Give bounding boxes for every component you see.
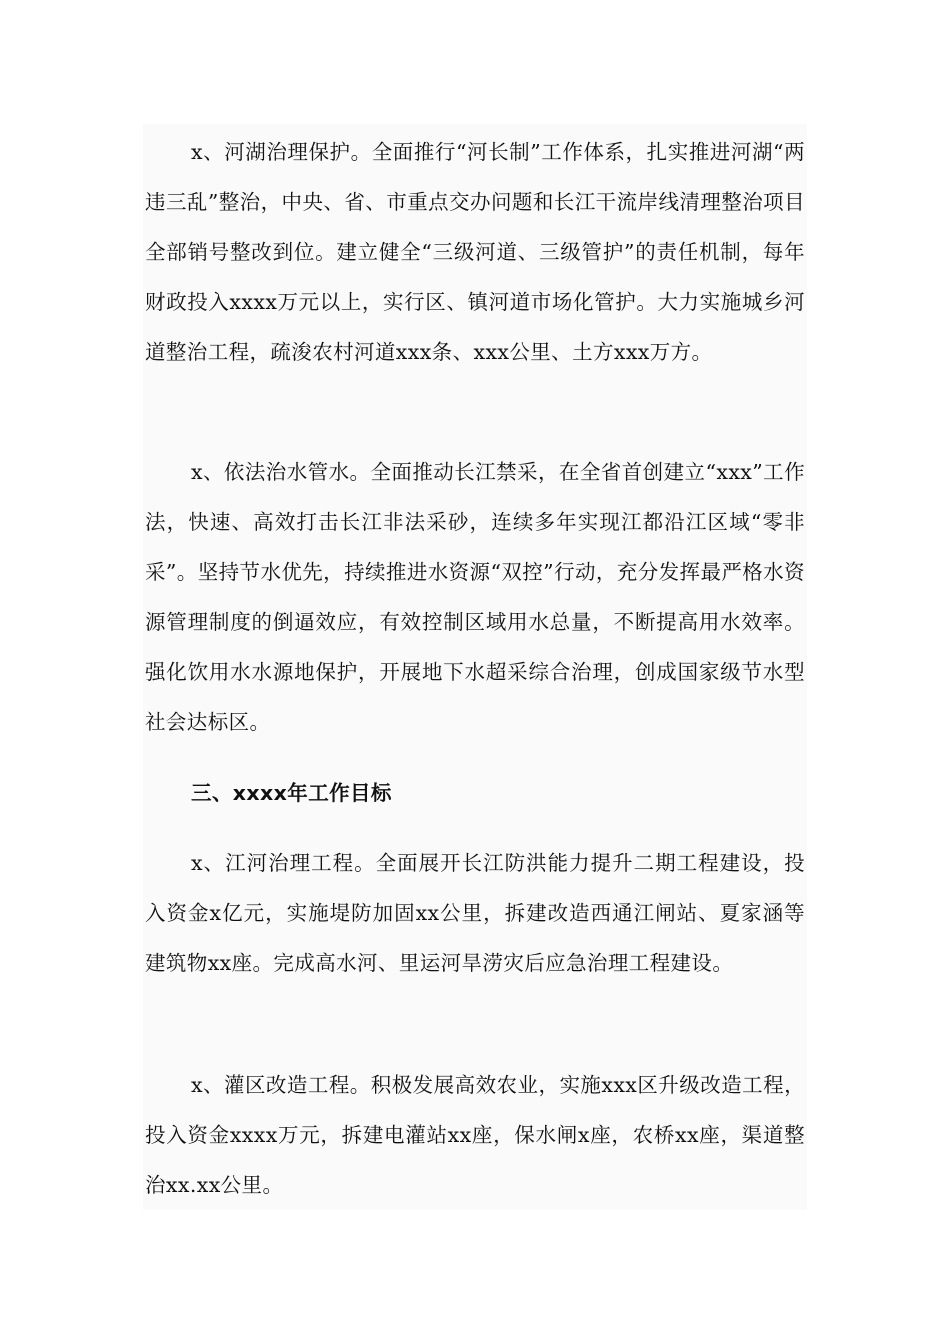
paragraph-river-governance-project: x、江河治理工程。全面展开长江防洪能力提升二期工程建设，投入资金x亿元，实施堤防加固xx公里，拆建改造西通江闸站、夏家涵等建筑物xx座。完成高水河、里运河旱涝灾后应急治理工程建设。 [145,851,805,975]
paragraph-river-lake-governance: x、河湖治理保护。全面推行“河长制”工作体系，扎实推进河湖“两违三乱”整治，中央、省、市重点交办问题和长江干流岸线清理整治项目全部销号整改到位。建立健全“三级河道、三级管护”的责任机制，每年财政投入xxxx万元以上，实行区、镇河道市场化管护。大力实施城乡河道整治工程，疏浚农村河道xxx条、xxx公里、土方xxx万方。 [145,140,805,364]
paragraph-irrigation-renovation-project: x、灌区改造工程。积极发展高效农业，实施xxx区升级改造工程，投入资金xxxx万元，拆建电灌站xx座，保水闸x座，农桥xx座，渠道整治xx.xx公里。 [145,1073,805,1197]
paragraph-law-based-water-management: x、依法治水管水。全面推动长江禁采，在全省首创建立“xxx”工作法，快速、高效打击长江非法采砂，连续多年实现江都沿江区域“零非采”。坚持节水优先，持续推进水资源“双控”行动，充分发挥最严格水资源管理制度的倒逼效应，有效控制区域用水总量，不断提高用水效率。强化饮用水水源地保护，开展地下水超采综合治理，创成国家级节水型社会达标区。 [145,460,805,734]
section-heading-work-goals: 三、xxxx年工作目标 [191,781,392,805]
